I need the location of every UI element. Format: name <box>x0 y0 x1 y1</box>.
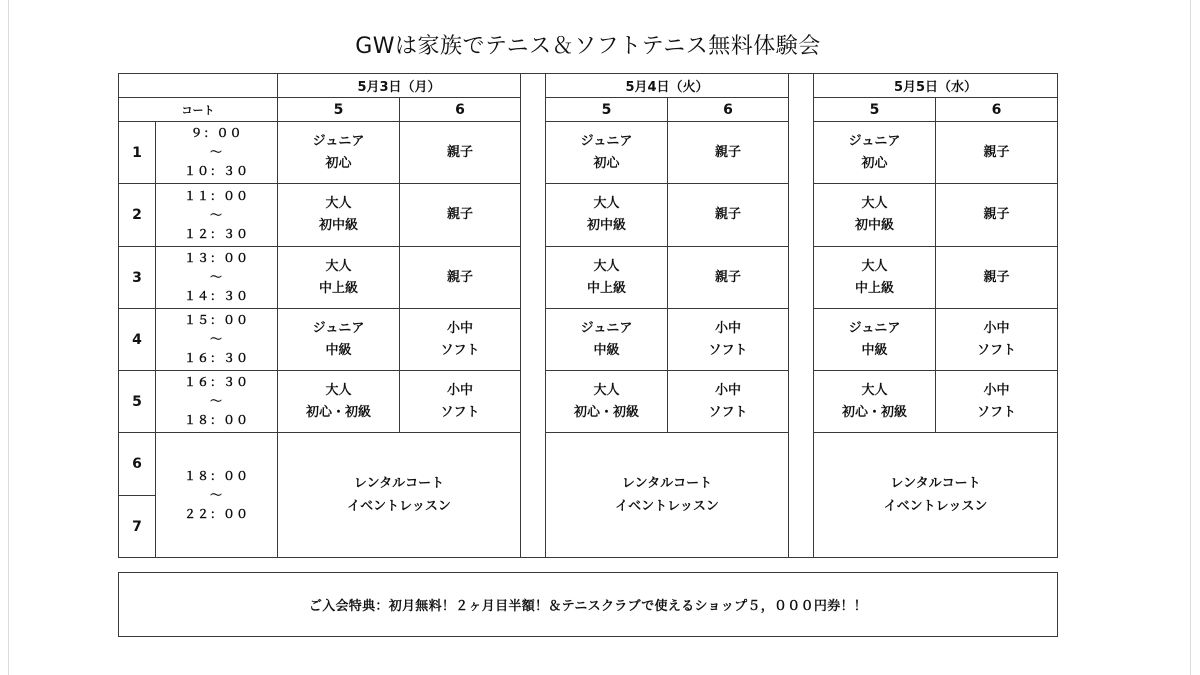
session-text <box>983 267 1009 289</box>
text-line: 初心 <box>593 155 620 171</box>
session-text <box>587 256 626 300</box>
session-cell <box>667 370 789 433</box>
row-number: 3 <box>132 269 142 286</box>
session-cell <box>667 246 789 309</box>
text-line: １０：３０ <box>183 164 249 178</box>
time-slot-text <box>184 187 249 244</box>
text-line: 親子 <box>714 269 741 285</box>
text-line: 中級 <box>861 342 888 358</box>
row-number-cell <box>118 121 156 184</box>
text-line: 大人 <box>325 258 352 274</box>
row-number-cell <box>118 432 156 496</box>
session-cell <box>813 370 936 433</box>
text-line: ソフト <box>440 404 480 420</box>
text-line: ～ <box>209 332 223 346</box>
day-date: 5月3日（月） <box>357 80 441 95</box>
text-line: 初心 <box>325 155 352 171</box>
text-line: １６：３０ <box>183 351 249 365</box>
court-header-cell <box>118 97 278 122</box>
text-line: １４：３０ <box>183 289 249 303</box>
text-line: 初中級 <box>586 218 626 233</box>
text-line: ９：００ <box>190 126 243 140</box>
row-number-cell <box>118 495 156 558</box>
day-date-header <box>277 73 521 98</box>
text-line: ～ <box>209 487 223 502</box>
text-line: ソフト <box>976 342 1016 358</box>
session-text <box>319 256 358 300</box>
session-cell <box>545 183 668 247</box>
row-number: 2 <box>132 207 142 223</box>
session-text <box>447 142 473 164</box>
session-text <box>715 267 741 289</box>
text-line: ２２：００ <box>183 506 249 521</box>
session-cell <box>545 308 668 371</box>
row-number-cell <box>118 308 156 371</box>
session-cell <box>399 246 521 309</box>
session-cell <box>935 183 1058 247</box>
day-date: 5月4日（火） <box>625 80 709 95</box>
text-line: 親子 <box>983 207 1010 222</box>
time-slot-cell <box>155 432 278 558</box>
day-date-header <box>813 73 1058 98</box>
session-text <box>447 204 473 226</box>
session-cell <box>399 370 521 433</box>
session-cell <box>667 183 789 247</box>
membership-benefit-box <box>118 572 1058 637</box>
court-number-cell <box>277 97 400 122</box>
court-number: 6 <box>723 101 733 118</box>
session-cell <box>813 183 936 247</box>
court-number-cell <box>545 97 668 122</box>
text-line: ソフト <box>708 342 748 358</box>
session-cell <box>935 370 1058 433</box>
time-slot-text <box>184 124 249 181</box>
session-cell <box>277 183 400 247</box>
evening-session-text <box>884 472 988 518</box>
session-text <box>849 318 901 362</box>
session-cell <box>399 308 521 371</box>
text-line: ジュニア <box>848 133 901 149</box>
text-line: 中上級 <box>318 280 358 296</box>
session-cell <box>545 370 668 433</box>
text-line: レンタルコート <box>890 476 981 491</box>
evening-session-text <box>347 472 451 518</box>
session-text <box>849 131 901 175</box>
text-line: ～ <box>209 394 223 408</box>
court-number: 6 <box>991 101 1002 118</box>
session-text <box>313 318 365 362</box>
day-date: 5月5日（水） <box>893 80 978 95</box>
session-text <box>447 267 473 289</box>
session-text <box>574 380 639 424</box>
session-text <box>581 131 633 175</box>
time-slot-cell <box>155 308 278 371</box>
text-line: レンタルコート <box>353 476 445 491</box>
session-text <box>983 142 1009 164</box>
text-line: 中上級 <box>854 280 894 296</box>
court-number-cell <box>667 97 789 122</box>
text-line: 初中級 <box>854 218 894 233</box>
text-line: １３：００ <box>183 251 249 265</box>
text-line: 親子 <box>446 207 473 222</box>
text-line: 大人 <box>593 258 620 274</box>
session-cell <box>667 308 789 371</box>
text-line: １６：３０ <box>183 375 249 389</box>
text-line: 親子 <box>983 144 1010 160</box>
session-cell <box>545 121 668 184</box>
text-line: ～ <box>209 145 223 159</box>
text-line: ジュニア <box>580 320 633 336</box>
session-cell <box>935 308 1058 371</box>
row-number: 7 <box>132 518 142 535</box>
session-cell <box>813 308 936 371</box>
row-number: 5 <box>132 393 142 410</box>
evening-session-cell <box>545 432 789 558</box>
row-number-cell <box>118 183 156 247</box>
session-cell <box>399 183 521 247</box>
text-line: 大人 <box>325 196 352 211</box>
court-number-cell <box>813 97 936 122</box>
text-line: 中級 <box>593 342 620 358</box>
text-line: ソフト <box>708 404 748 420</box>
text-line: 初心・初級 <box>573 404 639 420</box>
text-line: １８：００ <box>183 468 249 483</box>
day-separator-gap <box>520 73 546 558</box>
text-line: １２：３０ <box>183 226 249 241</box>
evening-session-cell <box>813 432 1058 558</box>
session-cell <box>935 246 1058 309</box>
evening-session-text <box>615 472 719 518</box>
session-cell <box>545 246 668 309</box>
text-line: 小中 <box>983 320 1010 336</box>
time-slot-cell <box>155 121 278 184</box>
session-text <box>313 131 365 175</box>
row-number-cell <box>118 246 156 309</box>
session-text <box>855 193 894 237</box>
row-number: 1 <box>132 144 142 161</box>
session-cell <box>399 121 521 184</box>
session-text <box>983 204 1009 226</box>
court-number-cell <box>935 97 1058 122</box>
text-line: 初心・初級 <box>841 404 907 420</box>
text-line: 中級 <box>325 342 352 358</box>
text-line: 小中 <box>446 320 473 336</box>
time-slot-text <box>184 373 249 430</box>
day-separator-gap <box>788 73 814 558</box>
text-line: 小中 <box>446 382 473 398</box>
court-number: 6 <box>455 101 465 118</box>
text-line: １１：００ <box>183 188 249 203</box>
text-line: 親子 <box>983 269 1010 285</box>
time-slot-text <box>184 311 249 368</box>
text-line: 親子 <box>446 144 473 160</box>
text-line: 大人 <box>593 196 620 211</box>
text-line: 親子 <box>714 144 741 160</box>
court-number-cell <box>399 97 521 122</box>
page-title: GWは家族でテニス＆ソフトテニス無料体験会 <box>355 34 821 59</box>
text-line: 大人 <box>325 382 352 398</box>
session-cell <box>277 308 400 371</box>
session-text <box>587 193 626 237</box>
session-cell <box>277 246 400 309</box>
text-line: ～ <box>209 207 223 222</box>
day-date-header <box>545 73 789 98</box>
session-cell <box>813 121 936 184</box>
session-text <box>708 318 747 362</box>
session-cell <box>813 246 936 309</box>
session-cell <box>667 121 789 184</box>
court-number: 5 <box>601 101 612 118</box>
text-line: １８：００ <box>183 413 249 427</box>
text-line: 大人 <box>593 382 620 398</box>
session-text <box>715 142 741 164</box>
session-cell <box>277 370 400 433</box>
court-label: コート <box>181 103 215 117</box>
text-line: 小中 <box>983 382 1010 398</box>
session-text <box>977 318 1016 362</box>
text-line: 親子 <box>446 269 473 285</box>
text-line: 初心・初級 <box>305 404 371 420</box>
session-cell <box>277 121 400 184</box>
text-line: ジュニア <box>312 320 365 336</box>
text-line: イベントレッスン <box>347 499 451 514</box>
row-number-cell <box>118 370 156 433</box>
text-line: ジュニア <box>580 133 633 149</box>
membership-benefit-text: ご入会特典：初月無料！２ヶ月目半額！＆テニスクラブで使えるショップ５，０００円券！！ <box>308 599 868 614</box>
court-number: 5 <box>333 101 344 118</box>
text-line: 中上級 <box>586 280 626 296</box>
session-text <box>855 256 894 300</box>
session-text <box>842 380 907 424</box>
time-slot-text <box>184 249 249 306</box>
session-text <box>306 380 371 424</box>
text-line: 小中 <box>714 382 741 398</box>
text-line: １５：００ <box>183 313 249 327</box>
text-line: 大人 <box>861 258 888 274</box>
text-line: 大人 <box>861 196 888 211</box>
text-line: ジュニア <box>312 133 365 149</box>
session-text <box>977 380 1016 424</box>
session-text <box>715 204 741 226</box>
text-line: 初心 <box>861 155 888 171</box>
text-line: 親子 <box>714 207 741 222</box>
text-line: 大人 <box>861 382 888 398</box>
session-text <box>319 193 358 237</box>
court-number: 5 <box>869 101 880 118</box>
row-number: 6 <box>132 456 142 472</box>
session-text <box>581 318 633 362</box>
session-cell <box>935 121 1058 184</box>
text-line: 小中 <box>714 320 741 336</box>
evening-session-cell <box>277 432 521 558</box>
header-corner-cell <box>118 73 278 98</box>
text-line: ソフト <box>440 342 480 358</box>
text-line: 初中級 <box>318 218 358 233</box>
text-line: イベントレッスン <box>883 499 988 514</box>
time-slot-cell <box>155 246 278 309</box>
session-text <box>440 318 479 362</box>
time-slot-text <box>184 467 249 524</box>
row-number: 4 <box>132 331 142 348</box>
time-slot-cell <box>155 370 278 433</box>
session-text <box>708 380 747 424</box>
text-line: ～ <box>209 270 223 284</box>
text-line: ソフト <box>976 404 1016 420</box>
text-line: イベントレッスン <box>615 499 719 514</box>
session-text <box>440 380 479 424</box>
time-slot-cell <box>155 183 278 247</box>
text-line: ジュニア <box>848 320 901 336</box>
text-line: レンタルコート <box>621 476 713 491</box>
